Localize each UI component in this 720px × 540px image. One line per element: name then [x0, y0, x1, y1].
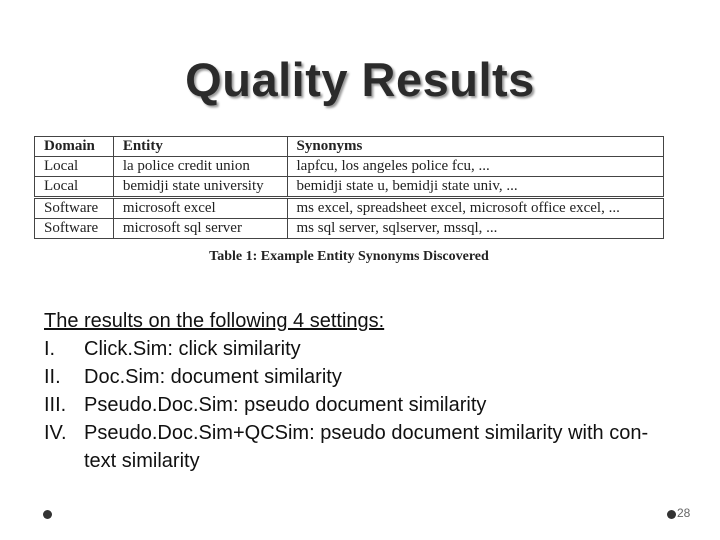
table-row — [35, 177, 664, 198]
entity-cell: bemidji state university — [113, 177, 287, 198]
list-item — [44, 335, 684, 363]
list-item — [44, 363, 684, 391]
list-item-text: Click.Sim: click similarity — [84, 338, 301, 360]
table-caption: Table 1: Example Entity Synonyms Discovered — [209, 249, 489, 264]
list-item-numeral: I. — [44, 338, 56, 360]
synonyms-cell: ms excel, spreadsheet excel, microsoft office excel, ... — [287, 198, 663, 219]
settings-section — [44, 307, 684, 475]
domain-cell: Local — [35, 177, 114, 198]
footer-bullet-left — [43, 510, 52, 519]
settings-list — [44, 335, 684, 475]
synonyms-cell: ms sql server, sqlserver, mssql, ... — [287, 219, 663, 239]
entity-cell: microsoft sql server — [113, 219, 287, 239]
list-item-numeral: II. — [44, 366, 61, 388]
entity-cell: microsoft excel — [113, 198, 287, 219]
list-item-numeral: III. — [44, 394, 67, 416]
table-row — [35, 198, 664, 219]
list-item — [44, 419, 684, 475]
list-item-text: Pseudo.Doc.Sim: pseudo document similarity — [84, 394, 487, 416]
table-header-row — [35, 137, 664, 157]
settings-intro: The results on the following 4 settings: — [44, 310, 385, 332]
list-item — [44, 391, 684, 419]
column-header-entity: Entity — [113, 137, 287, 157]
domain-cell: Software — [35, 219, 114, 239]
footer-bullet-right — [667, 510, 676, 519]
slide-title: Quality Results — [185, 53, 535, 106]
list-item-text: Doc.Sim: document similarity — [84, 366, 342, 388]
synonyms-table-container — [34, 136, 664, 239]
table-row — [35, 219, 664, 239]
domain-cell: Local — [35, 157, 114, 177]
synonyms-table — [34, 136, 664, 239]
list-item-numeral: IV. — [44, 422, 67, 444]
column-header-domain: Domain — [35, 137, 114, 157]
entity-cell: la police credit union — [113, 157, 287, 177]
domain-cell: Software — [35, 198, 114, 219]
page-number: 28 — [677, 506, 691, 520]
table-row — [35, 157, 664, 177]
synonyms-cell: bemidji state u, bemidji state univ, ... — [287, 177, 663, 198]
synonyms-cell: lapfcu, los angeles police fcu, ... — [287, 157, 663, 177]
column-header-synonyms: Synonyms — [287, 137, 663, 157]
list-item-text: Pseudo.Doc.Sim+QCSim: pseudo document similarity with con- text similarity — [84, 422, 649, 472]
